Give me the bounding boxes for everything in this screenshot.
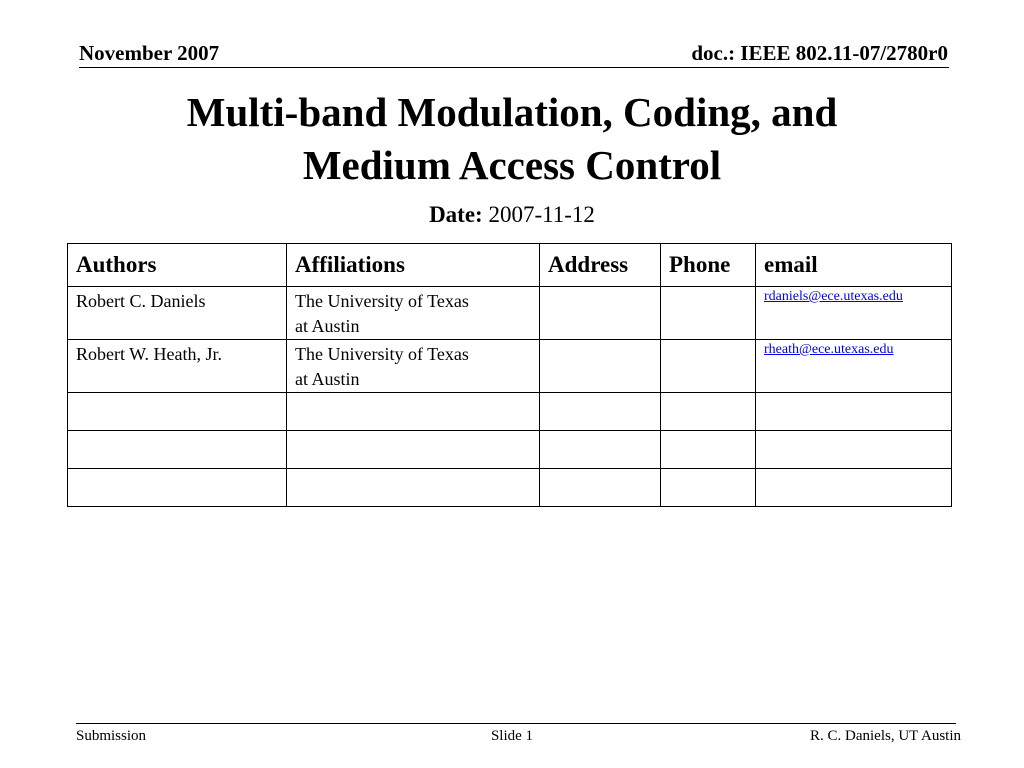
footer-divider — [76, 723, 956, 724]
address-cell — [540, 287, 661, 340]
email-link[interactable]: rheath@ece.utexas.edu — [764, 342, 894, 357]
empty-cell — [68, 393, 287, 431]
table-row — [68, 340, 952, 393]
email-cell — [756, 340, 952, 393]
affiliation-cell — [287, 287, 540, 340]
empty-cell — [287, 393, 540, 431]
email-link[interactable]: rdaniels@ece.utexas.edu — [764, 289, 903, 304]
header-phone: Phone — [661, 244, 756, 287]
empty-cell — [287, 431, 540, 469]
table-row-empty — [68, 431, 952, 469]
header-authors: Authors — [68, 244, 287, 287]
table-row-empty — [68, 469, 952, 507]
date-line — [0, 200, 1024, 230]
empty-cell — [661, 469, 756, 507]
slide-title — [60, 86, 964, 192]
header-date: November 2007 — [79, 41, 220, 65]
empty-cell — [756, 431, 952, 469]
footer-submission: Submission — [76, 728, 147, 744]
header-affiliations: Affiliations — [287, 244, 540, 287]
address-cell — [540, 340, 661, 393]
empty-cell — [540, 431, 661, 469]
title-line-1: Multi-band Modulation, Coding, and — [186, 89, 838, 135]
header-doc-id: doc.: IEEE 802.11-07/2780r0 — [691, 41, 948, 65]
empty-cell — [68, 469, 287, 507]
authors-table — [67, 243, 952, 507]
affiliation-cell — [287, 340, 540, 393]
phone-cell — [661, 340, 756, 393]
date-label: Date: — [429, 202, 483, 227]
footer-author: R. C. Daniels, UT Austin — [810, 728, 961, 744]
author-cell: Robert W. Heath, Jr. — [68, 340, 287, 393]
affiliation-line: at Austin — [295, 369, 360, 389]
footer-slide-number: Slide 1 — [490, 728, 534, 744]
date-value: 2007-11-12 — [488, 202, 595, 227]
affiliation-line: The University of Texas — [295, 291, 469, 311]
empty-cell — [540, 469, 661, 507]
affiliation-line: The University of Texas — [295, 344, 469, 364]
empty-cell — [756, 469, 952, 507]
table-row-empty — [68, 393, 952, 431]
table-row — [68, 287, 952, 340]
header-email: email — [756, 244, 952, 287]
phone-cell — [661, 287, 756, 340]
empty-cell — [661, 431, 756, 469]
header-divider — [79, 67, 949, 68]
title-line-2: Medium Access Control — [302, 142, 722, 188]
empty-cell — [287, 469, 540, 507]
empty-cell — [68, 431, 287, 469]
empty-cell — [540, 393, 661, 431]
header-address: Address — [540, 244, 661, 287]
author-cell: Robert C. Daniels — [68, 287, 287, 340]
empty-cell — [661, 393, 756, 431]
email-cell — [756, 287, 952, 340]
affiliation-line: at Austin — [295, 316, 360, 336]
empty-cell — [756, 393, 952, 431]
table-header-row — [68, 244, 952, 287]
